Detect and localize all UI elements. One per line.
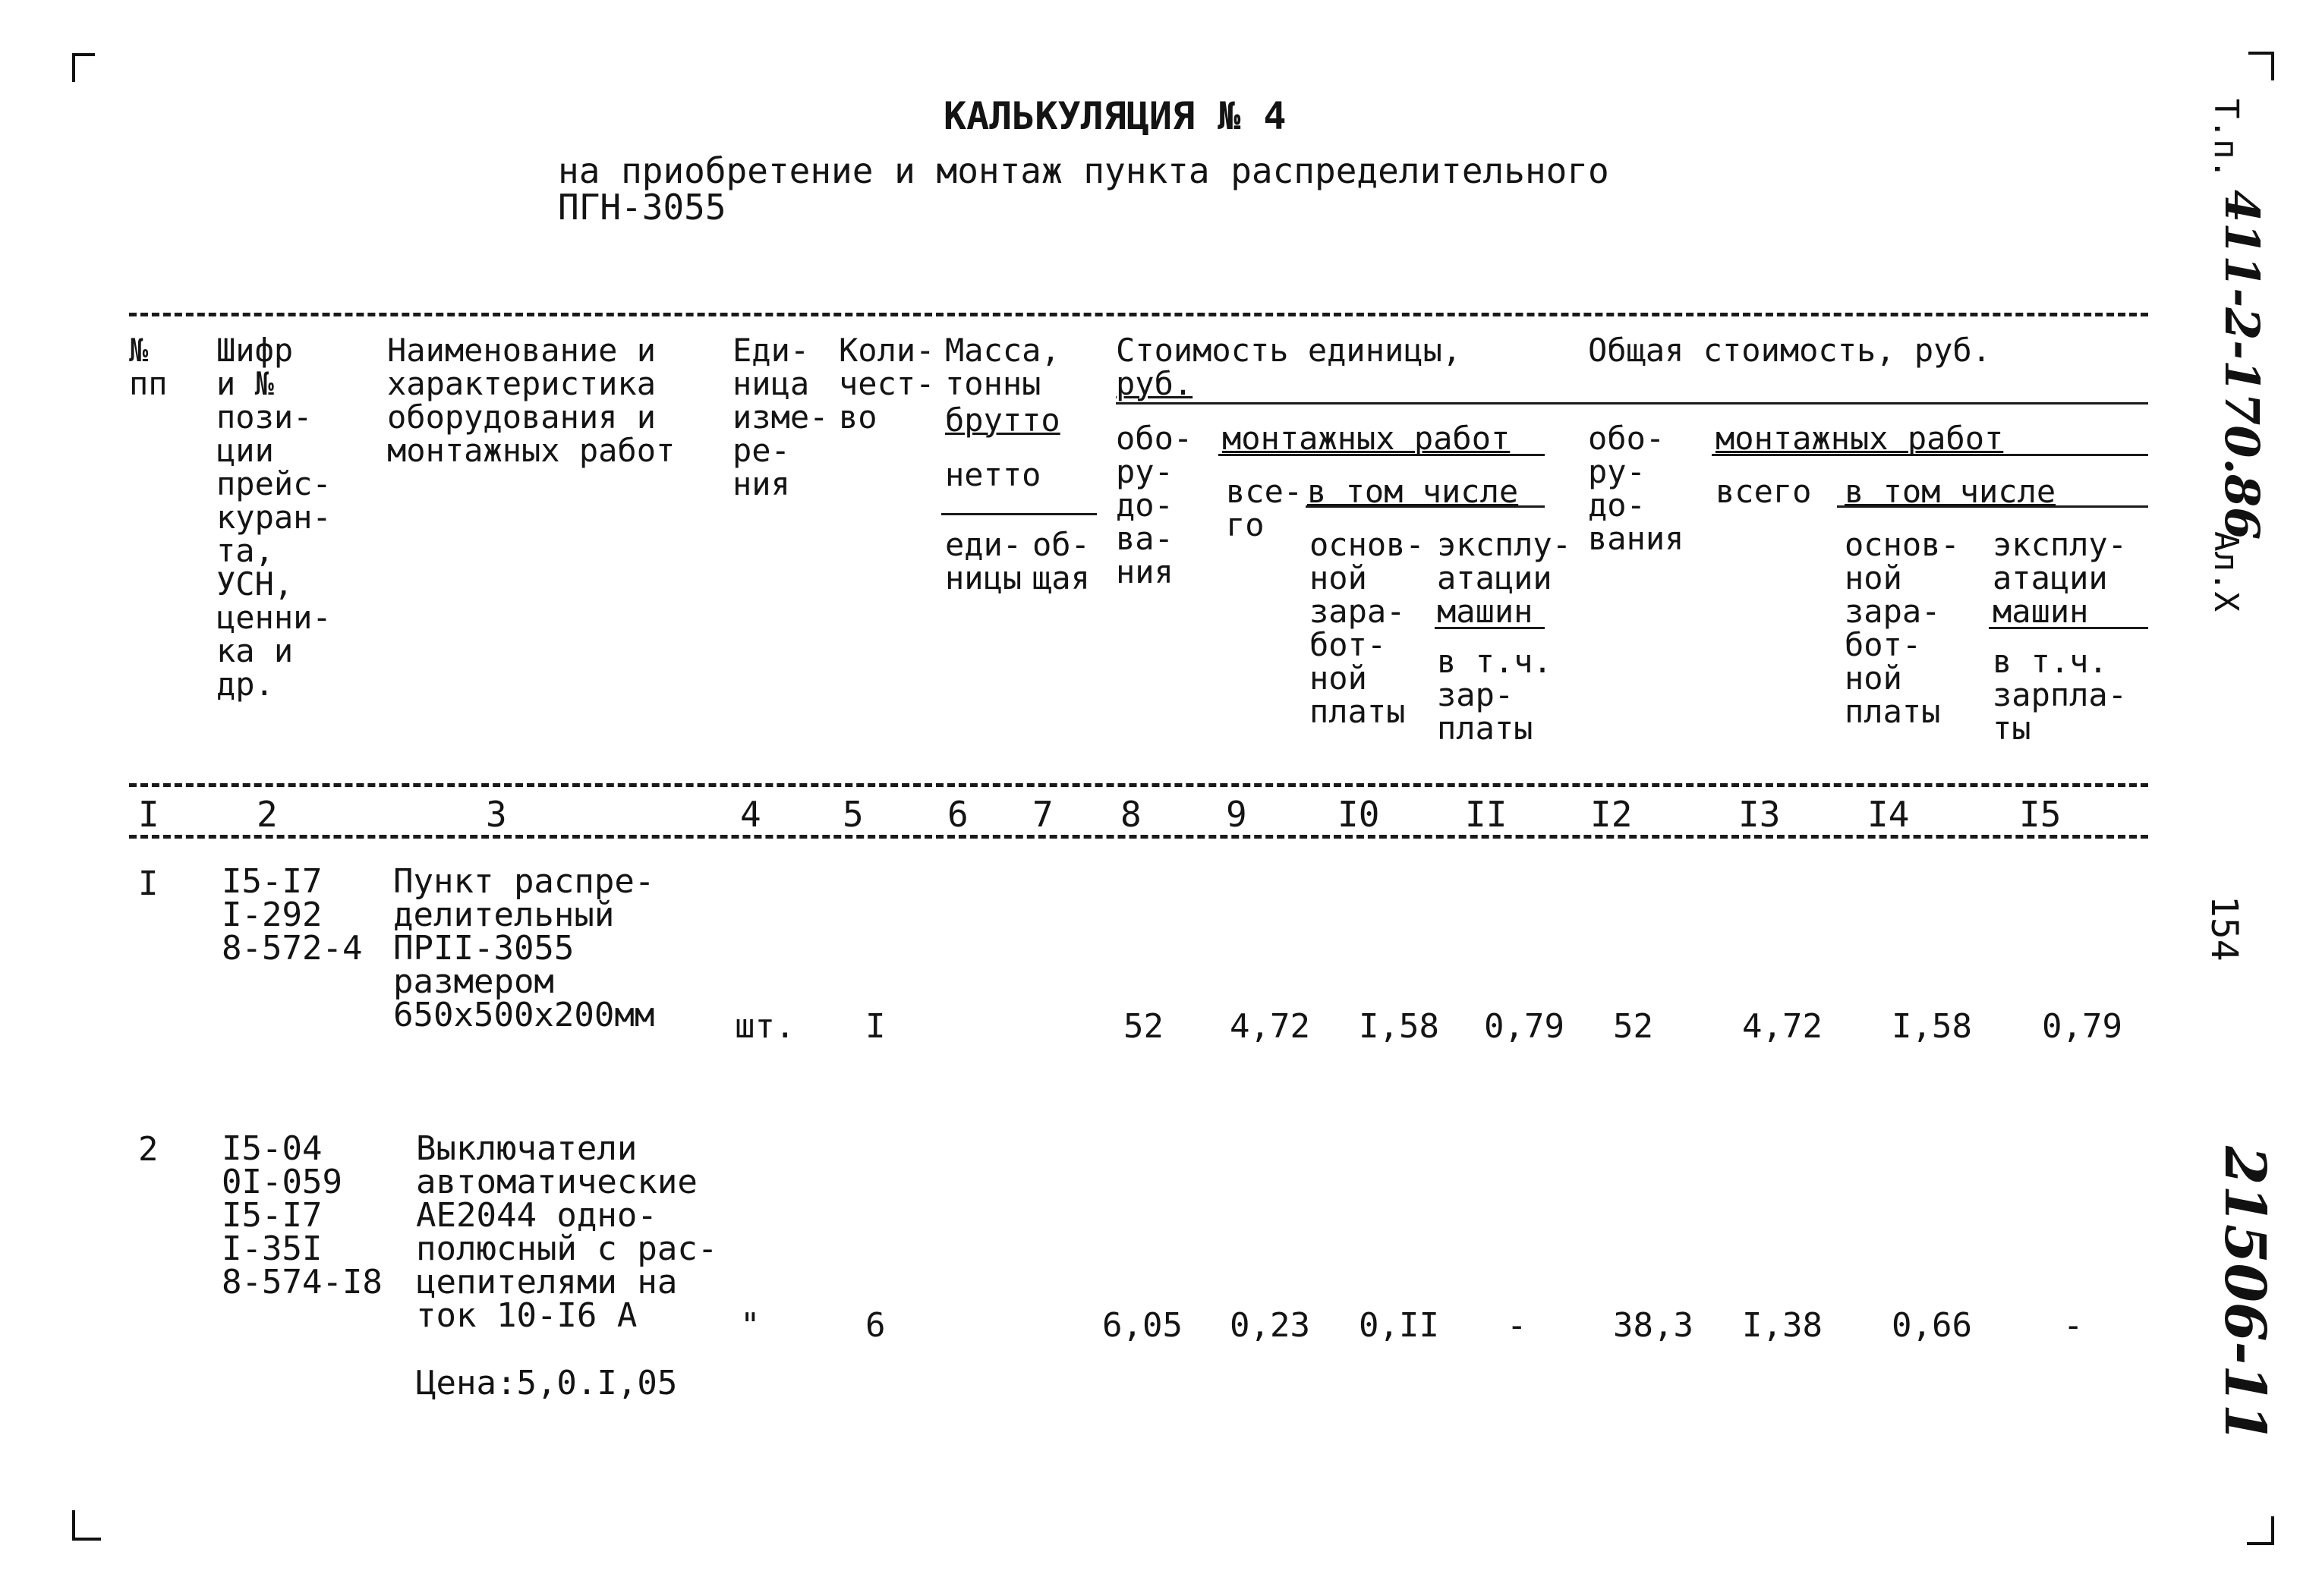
document-subtitle: на приобретение и монтаж пункта распределительного (558, 150, 1609, 191)
header-install: монтажных работ (1222, 420, 1511, 457)
row-code: I5-04 0I-059 I5-I7 I-35I 8-574-I8 (222, 1129, 383, 1302)
header-install-total-all: всего (1716, 473, 1812, 510)
side-stamp-number: 21506-11 (2212, 1146, 2277, 1443)
header-mass-netto: нетто (945, 456, 1041, 493)
rule-under-rub (1116, 402, 2148, 405)
corner-mark-bottom-left (72, 1510, 101, 1541)
row-number: 2 (138, 1130, 159, 1169)
header-bottom-rule (129, 783, 2148, 787)
header-basic-wage-total: основ- ной зара- бот- ной платы (1845, 526, 1960, 730)
column-number: 8 (1120, 794, 1142, 835)
header-unit: Еди- ница изме- ре- ния (733, 332, 829, 502)
side-album: Ал.Х (2207, 531, 2245, 612)
header-incl-wage: в т.ч. зар- платы (1437, 643, 1552, 747)
header-mass-total: об- щая (1032, 526, 1090, 597)
corner-mark-bottom-right (2247, 1516, 2274, 1545)
side-doc-ref: Т.п. (2207, 99, 2245, 179)
column-number: I2 (1590, 794, 1633, 835)
column-number: 5 (843, 794, 864, 835)
row-qty: I (865, 1007, 886, 1046)
header-install-all: все- го (1226, 473, 1303, 543)
row-unit: шт. (735, 1007, 796, 1046)
column-number: I0 (1337, 794, 1380, 835)
column-number: I3 (1738, 794, 1781, 835)
row-name: Выключатели автоматические АЕ2044 одно- полюсный с рас- цепителями на ток 10-I6 А (416, 1129, 718, 1335)
side-page-number: 154 (2203, 896, 2245, 962)
row-equip-total: 38,3 (1613, 1306, 1693, 1345)
column-number: 7 (1032, 794, 1054, 835)
document-title: КАЛЬКУЛЯЦИЯ № 4 (944, 94, 1287, 138)
header-install-total-incl: в том числе (1845, 473, 2056, 510)
table-top-rule (129, 313, 2148, 316)
header-mass: Масса, тонны (945, 332, 1060, 402)
row-install-unit-cost: 4,72 (1230, 1007, 1310, 1046)
column-number: I4 (1867, 794, 1910, 835)
header-basic-wage: основ- ной зара- бот- ной платы (1309, 526, 1425, 730)
row-equip-unit-cost: 6,05 (1102, 1306, 1183, 1345)
row-basic-wage-total: 0,66 (1892, 1306, 1972, 1345)
row-basic-wage: I,58 (1359, 1007, 1439, 1046)
header-unit-cost: Стоимость единицы, (1116, 332, 1462, 369)
header-code: Шифр и № пози- ции прейс- куран- та, УСН, ценни- ка и др. (216, 332, 332, 703)
column-number: I5 (2019, 794, 2062, 835)
header-machine: эксплу- атации машин (1437, 526, 1572, 630)
row-basic-wage-total: I,58 (1892, 1007, 1972, 1046)
document-subtitle-device: ПГН-3055 (558, 187, 726, 228)
row-machine-wage: 0,79 (1484, 1007, 1564, 1046)
row-qty: 6 (865, 1306, 886, 1345)
column-number: 9 (1226, 794, 1247, 835)
rule-under-netto (941, 513, 1097, 515)
corner-mark-top-left (72, 53, 95, 82)
row-price-note: Цена:5,0.I,05 (416, 1364, 678, 1402)
row-machine-wage: - (1507, 1306, 1527, 1345)
header-machine-total: эксплу- атации машин (1993, 526, 2128, 630)
colnum-bottom-rule (129, 835, 2148, 839)
row-code: I5-I7 I-292 8-572-4 (222, 862, 363, 968)
row-number: I (138, 864, 159, 903)
header-no: № пп (129, 332, 168, 402)
header-name: Наименование и характеристика оборудования и монтажных работ (387, 332, 676, 469)
column-number: II (1465, 794, 1508, 835)
header-incl-wage-total: в т.ч. зарпла- ты (1993, 643, 2128, 747)
header-total-cost: Общая стоимость, руб. (1588, 332, 1992, 369)
row-machine-wage-total: 0,79 (2042, 1007, 2122, 1046)
side-doc-number: 411-2-170.86 (2214, 190, 2270, 540)
column-number: 3 (486, 794, 507, 835)
header-qty: Коли- чест- во (839, 332, 935, 436)
header-install-total: монтажных работ (1716, 420, 2004, 457)
header-mass-unit: еди- ницы (945, 526, 1022, 597)
row-install-total: 4,72 (1742, 1007, 1823, 1046)
header-install-incl: в том числе (1307, 473, 1519, 510)
column-number: 2 (257, 794, 278, 835)
header-equipment: обо- ру- до- ва- ния (1116, 420, 1193, 590)
header-unit-cost-rub: руб. (1116, 365, 1193, 402)
row-unit: " (740, 1306, 761, 1345)
column-number: 4 (740, 794, 761, 835)
row-equip-total: 52 (1613, 1007, 1653, 1046)
row-install-unit-cost: 0,23 (1230, 1306, 1310, 1345)
row-equip-unit-cost: 52 (1123, 1007, 1164, 1046)
corner-mark-top-right (2248, 52, 2274, 80)
column-number: 6 (947, 794, 969, 835)
row-basic-wage: 0,II (1359, 1306, 1439, 1345)
row-name: Пункт распре- делительный ПРII-3055 размером 650х500х200мм (393, 862, 655, 1034)
column-number: I (138, 794, 159, 835)
header-mass-brutto: брутто (945, 401, 1060, 439)
row-machine-wage-total: - (2063, 1306, 2084, 1345)
header-equipment-total: обо- ру- до- вания (1588, 420, 1684, 557)
row-install-total: I,38 (1742, 1306, 1823, 1345)
